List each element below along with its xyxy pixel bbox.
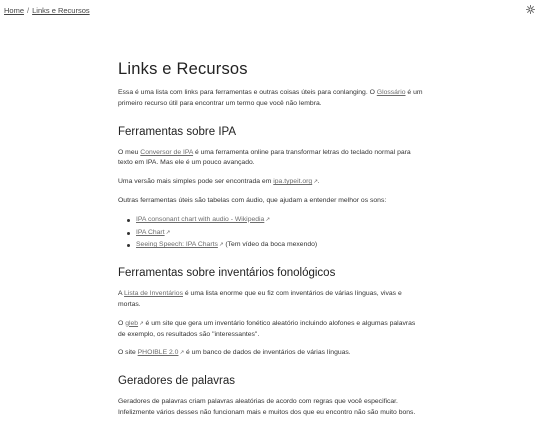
word-generators-paragraph: Geradores de palavras criam palavras aleatórias de acordo com regras que você especificar. Infelizmente vários desses não funcionam mais e muitos dos que eu encontro não são muito bons. bbox=[118, 398, 416, 416]
gleb-paragraph bbox=[118, 319, 423, 341]
ipa-tools-section bbox=[118, 126, 423, 252]
ipa-wikipedia-link[interactable]: IPA consonant chart with audio - Wikipedia ↗ bbox=[136, 216, 270, 223]
glossary-link[interactable]: Glossário bbox=[376, 89, 406, 96]
breadcrumb-current-link[interactable]: Links e Recursos bbox=[32, 6, 90, 15]
ipa-typeit-text: Uma versão mais simples pode ser encontrada em bbox=[118, 178, 274, 186]
page-title: Links e Recursos bbox=[118, 60, 248, 78]
phoible-paragraph bbox=[118, 348, 423, 359]
list-item bbox=[118, 240, 423, 251]
gleb-link[interactable]: gleb ↗ bbox=[125, 320, 143, 327]
word-generators-section bbox=[118, 375, 423, 419]
breadcrumb bbox=[4, 6, 90, 15]
top-bar bbox=[0, 0, 540, 20]
list-item bbox=[118, 215, 423, 226]
breadcrumb-home-link[interactable]: Home bbox=[4, 6, 25, 15]
phoible-text-end: é um banco de dados de inventários de várias línguas. bbox=[184, 349, 351, 357]
main-content bbox=[118, 60, 423, 427]
inventories-heading: Ferramentas sobre inventários fonológicos bbox=[118, 267, 336, 280]
phoible-text: O site bbox=[118, 349, 138, 357]
ipa-converter-link[interactable]: Conversor de IPA bbox=[140, 148, 194, 156]
ipa-charts-intro: Outras ferramentas úteis são tabelas com áudio, que ajudam a entender melhor os sons: bbox=[118, 196, 387, 204]
inventory-list-paragraph bbox=[118, 289, 423, 311]
breadcrumb-separator: / bbox=[27, 6, 30, 15]
ipa-charts-list bbox=[118, 215, 423, 251]
inventory-list-text-end: é uma lista enorme que eu fiz com inventários de várias línguas, vivas e mortas. bbox=[118, 290, 402, 308]
intro-paragraph bbox=[118, 88, 423, 110]
intro-text: Essa é uma lista com links para ferramentas e outras coisas úteis para conlanging. O bbox=[118, 89, 377, 96]
gleb-text-end: é um site que gera um inventário fonético aleatório incluindo alofones e algumas palavras de exemplo, os resultados são "interessantes". bbox=[118, 319, 416, 338]
list-item-note: (Tem vídeo da boca mexendo) bbox=[223, 241, 318, 249]
theme-toggle-button[interactable] bbox=[524, 4, 536, 16]
phoible-link[interactable]: PHOIBLE 2.0 ↗ bbox=[138, 349, 184, 356]
gleb-text: O bbox=[118, 319, 126, 327]
ipa-tools-heading: Ferramentas sobre IPA bbox=[118, 125, 237, 138]
ipa-converter-text-end: é uma ferramenta online para transformar letras do teclado normal para texto em IPA. Mas ele é um pouco avançado. bbox=[118, 148, 411, 167]
ipa-typeit-paragraph bbox=[118, 177, 423, 188]
ipa-chart-link[interactable]: IPA Chart ↗ bbox=[136, 229, 170, 236]
sun-icon bbox=[526, 1, 535, 19]
intro-text-end: é um primeiro recurso útil para encontrar um termo que você não lembra. bbox=[118, 89, 423, 107]
ipa-typeit-text-end: . bbox=[317, 178, 320, 186]
word-generators-heading: Geradores de palavras bbox=[118, 375, 235, 388]
ipa-converter-text: O meu bbox=[118, 148, 141, 156]
inventory-list-text: A bbox=[118, 290, 125, 298]
inventories-section bbox=[118, 267, 423, 359]
seeing-speech-link[interactable]: Seeing Speech: IPA Charts ↗ bbox=[136, 241, 223, 248]
ipa-converter-paragraph bbox=[118, 148, 423, 170]
list-item bbox=[118, 228, 423, 239]
inventory-list-link[interactable]: Lista de Inventários bbox=[124, 290, 183, 298]
ipa-typeit-link[interactable]: ipa.typeit.org ↗ bbox=[273, 178, 318, 185]
